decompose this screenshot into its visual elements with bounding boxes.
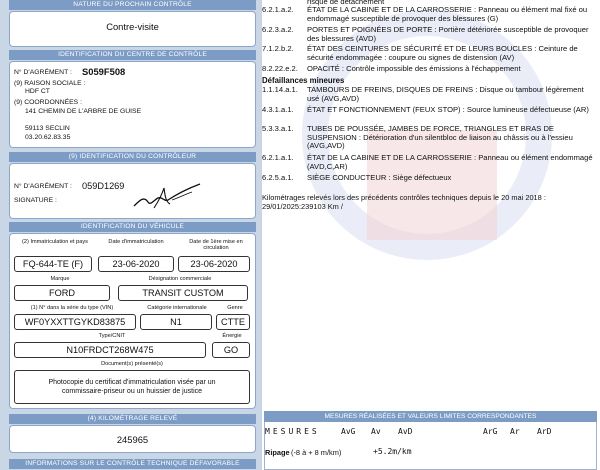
date-immat-value: 23-06-2020: [98, 256, 174, 272]
controleur-agrement-label: N° D'AGRÉMENT :: [14, 183, 72, 190]
designation-value: TRANSIT CUSTOM: [118, 285, 248, 301]
defect-text: TAMBOURS DE FREINS, DISQUES DE FREINS : Disque ou tambour légèrement usé (AVG,AVD): [307, 85, 584, 103]
defect-text: ÉTAT DES CEINTURES DE SÉCURITÉ ET DE LEURS BOUCLES : Ceinture de sécurité endommagée : coupure ou signes de distension (AV): [307, 44, 578, 62]
defect-code: 6.2.5.a.1.: [262, 173, 294, 182]
col-ar: Ar: [510, 427, 520, 436]
defect-code: 6.2.1.a.1.: [262, 153, 294, 162]
prochain-controle-panel: [9, 11, 256, 47]
kilometrage-value: 245965: [116, 434, 149, 445]
energie-value: GO: [212, 342, 250, 358]
signature-image: [128, 178, 208, 214]
defect-text: PORTES ET POIGNÉES DE PORTE : Portière détériorée susceptible de provoquer des blessures (AVD): [307, 25, 589, 43]
categorie-label: Catégorie internationale: [147, 305, 207, 311]
defect-top-fragment: risque de détachement: [307, 0, 385, 6]
controleur-header: (9) IDENTIFICATION DU CONTRÔLEUR: [9, 152, 256, 162]
defect-text: SIÈGE CONDUCTEUR : Siège défectueux: [307, 173, 452, 182]
vin-label: (1) N° dans la série du type (VIN): [30, 305, 114, 311]
defect-code: 6.2.3.a.2.: [262, 25, 294, 34]
centre-raison-value: HDF CT: [25, 88, 50, 95]
col-avd: AvD: [398, 427, 413, 436]
km-note: Kilométrages relevés lors des précédents contrôles techniques depuis le 20 mai 2018 : 29/01/2025:239103 Km /: [262, 193, 546, 211]
minor-title: Défaillances mineures: [262, 76, 345, 85]
ripage-value: +5.2m/km: [373, 447, 412, 456]
col-arg: ArG: [483, 427, 498, 436]
defect-text: ÉTAT DE LA CABINE ET DE LA CARROSSERIE : Panneau ou élément mal fixé ou endommagé susceptible de provoquer des blessures (G): [307, 5, 588, 23]
ripage-limit: (-8 à + 8 m/km): [291, 448, 342, 457]
kilometrage-panel: [9, 425, 256, 453]
docs-label: Document(s) présenté(s): [101, 361, 163, 367]
centre-panel: [9, 61, 256, 148]
categorie-value: N1: [140, 314, 212, 330]
centre-coord-label: (9) COORDONNÉES :: [14, 99, 82, 106]
marque-value: FORD: [14, 285, 110, 301]
footer-header: INFORMATIONS SUR LE CONTRÔLE TECHNIQUE DÉFAVORABLE: [9, 459, 256, 469]
kilometrage-header: (4) KILOMÉTRAGE RELEVÉ: [9, 414, 256, 424]
centre-address: 141 CHEMIN DE L'ARBRE DE GUISE: [25, 108, 142, 115]
defect-text: ÉTAT ET FONCTIONNEMENT (FEUX STOP) : Source lumineuse défectueuse (AR): [307, 105, 589, 114]
date-circ-label: Date de 1ère mise en circulation: [189, 239, 243, 251]
defect-code: 5.3.3.a.1.: [262, 124, 294, 133]
date-immat-label: Date d'immatriculation: [108, 239, 164, 245]
col-av: Av: [371, 427, 381, 436]
defect-text: TUBES DE POUSSÉE, JAMBES DE FORCE, TRIANGLES ET BRAS DE SUSPENSION : Détérioration d'un silentbloc de liaison au châssis ou à l'essieu (AVG,AVD): [307, 124, 573, 151]
col-ard: ArD: [537, 427, 552, 436]
genre-value: CTTE: [216, 314, 250, 330]
prochain-controle-value: Contre-visite: [106, 21, 159, 32]
centre-raison-label: (9) RAISON SOCIALE :: [14, 80, 86, 87]
centre-agrement-value: S059F508: [82, 66, 126, 77]
defect-code: 1.1.14.a.1.: [262, 85, 298, 94]
vin-value: WF0YXXTTGYKD83875: [14, 314, 136, 330]
type-label: Type/CNIT: [98, 333, 126, 339]
centre-header: IDENTIFICATION DU CENTRE DE CONTRÔLE: [9, 50, 256, 60]
marque-label: Marque: [50, 276, 70, 282]
centre-agrement-label: N° D'AGRÉMENT :: [14, 69, 72, 76]
date-circ-value: 23-06-2020: [178, 256, 250, 272]
controleur-signature-label: SIGNATURE :: [14, 197, 57, 204]
designation-label: Désignation commerciale: [148, 276, 212, 282]
vehicule-header: IDENTIFICATION DU VÉHICULE: [9, 222, 256, 232]
defect-code: 6.2.1.a.2.: [262, 5, 294, 14]
genre-label: Genre: [227, 305, 243, 311]
controleur-agrement-value: 059D1269: [82, 181, 125, 191]
mesures-panel: [264, 422, 597, 470]
prochain-controle-header: NATURE DU PROCHAIN CONTRÔLE: [9, 0, 256, 10]
col-avg: AvG: [341, 427, 356, 436]
controleur-panel: [9, 163, 256, 219]
ripage-label: Ripage: [265, 448, 290, 457]
docs-value: Photocopie du certificat d'immatriculation visée par un commissaire-priseur ou un huissier de justice: [14, 370, 250, 404]
vehicule-panel: [9, 233, 256, 409]
immat-value: FQ-644-TE (F): [14, 256, 92, 272]
defect-text: ÉTAT DE LA CABINE ET DE LA CARROSSERIE : Panneau ou élément endommagé (AVD,C,AR): [307, 153, 593, 171]
immat-label: (2) Immatriculation et pays: [22, 239, 88, 245]
type-value: N10FRDCT268W475: [14, 342, 206, 358]
defect-code: 4.3.1.a.1.: [262, 105, 294, 114]
centre-phone: 03.20.62.83.35: [25, 134, 71, 141]
mesures-title: MESURES: [265, 427, 320, 436]
energie-label: Énergie: [222, 333, 242, 339]
defect-text: OPACITÉ : Contrôle impossible des émissions à l'échappement: [307, 64, 521, 73]
mesures-header: MESURES RÉALISÉES ET VALEURS LIMITES CORRESPONDANTES: [264, 411, 597, 422]
centre-city: 59113 SECLIN: [25, 125, 70, 132]
right-column: [262, 0, 600, 470]
defect-code: 7.1.2.b.2.: [262, 44, 294, 53]
left-column: [0, 0, 262, 470]
defect-code: 8.2.22.e.2.: [262, 64, 298, 73]
